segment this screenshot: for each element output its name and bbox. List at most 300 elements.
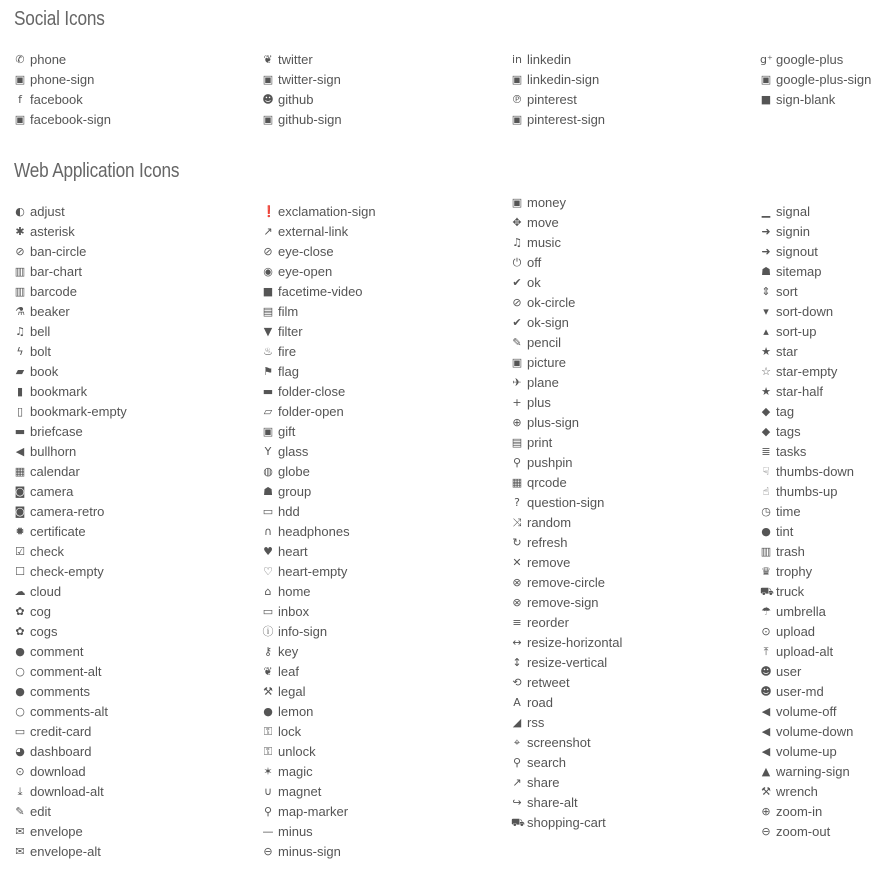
- list-item[interactable]: [760, 562, 854, 582]
- list-item[interactable]: [760, 222, 854, 242]
- list-item[interactable]: [760, 342, 854, 362]
- icon-label[interactable]: comments-alt: [30, 704, 109, 719]
- list-item[interactable]: [511, 613, 622, 633]
- icon-label[interactable]: asterisk: [30, 224, 75, 239]
- list-item[interactable]: [14, 110, 111, 130]
- list-item[interactable]: [14, 482, 127, 502]
- list-item[interactable]: [262, 802, 376, 822]
- list-item[interactable]: [760, 242, 854, 262]
- icon-label[interactable]: envelope: [30, 824, 83, 839]
- icon-label[interactable]: minus-sign: [278, 844, 341, 859]
- list-item[interactable]: [511, 673, 622, 693]
- list-item[interactable]: [760, 262, 854, 282]
- list-item[interactable]: [760, 402, 854, 422]
- icon-label[interactable]: filter: [278, 324, 303, 339]
- list-item[interactable]: [760, 90, 871, 110]
- icon-label[interactable]: wrench: [776, 784, 818, 799]
- icon-label[interactable]: volume-down: [776, 724, 854, 739]
- list-item[interactable]: [511, 193, 622, 213]
- list-item[interactable]: [262, 702, 376, 722]
- icon-label[interactable]: gift: [278, 424, 296, 439]
- icon-label[interactable]: fire: [278, 344, 297, 359]
- icon-label[interactable]: share-alt: [527, 795, 578, 810]
- list-item[interactable]: [262, 622, 376, 642]
- icon-label[interactable]: tag: [776, 404, 795, 419]
- list-item[interactable]: [760, 50, 871, 70]
- icon-label[interactable]: sort: [776, 284, 798, 299]
- icon-label[interactable]: google-plus-sign: [776, 72, 872, 87]
- icon-label[interactable]: envelope-alt: [30, 844, 101, 859]
- icon-label[interactable]: sort-down: [776, 304, 834, 319]
- list-item[interactable]: [14, 702, 127, 722]
- list-item[interactable]: [511, 773, 622, 793]
- list-item[interactable]: [511, 513, 622, 533]
- icon-label[interactable]: google-plus: [776, 52, 844, 67]
- list-item[interactable]: [14, 70, 111, 90]
- list-item[interactable]: [262, 822, 376, 842]
- icon-label[interactable]: certificate: [30, 524, 86, 539]
- icon-label[interactable]: download: [30, 764, 86, 779]
- unlock-icon: ⚿: [263, 745, 273, 758]
- list-item[interactable]: [760, 502, 854, 522]
- list-item[interactable]: [262, 742, 376, 762]
- icon-label[interactable]: signout: [776, 244, 818, 259]
- icon-label[interactable]: hdd: [278, 504, 300, 519]
- icon-label[interactable]: magic: [278, 764, 313, 779]
- list-item[interactable]: [760, 322, 854, 342]
- icon-label[interactable]: search: [527, 755, 567, 770]
- list-item[interactable]: [760, 782, 854, 802]
- list-item[interactable]: [262, 362, 376, 382]
- icon-label[interactable]: group: [278, 484, 312, 499]
- star-half-icon: ★: [761, 385, 771, 398]
- list-item[interactable]: [14, 262, 127, 282]
- icon-label[interactable]: time: [776, 504, 801, 519]
- list-item[interactable]: [14, 282, 127, 302]
- list-item[interactable]: [511, 453, 622, 473]
- github-icon: ☻: [262, 93, 274, 106]
- list-item[interactable]: [511, 413, 622, 433]
- icon-label[interactable]: qrcode: [527, 475, 567, 490]
- list-item[interactable]: [14, 742, 127, 762]
- icon-label[interactable]: cog: [30, 604, 51, 619]
- list-item[interactable]: [511, 553, 622, 573]
- list-item[interactable]: [14, 722, 127, 742]
- list-item[interactable]: [511, 793, 622, 813]
- icon-label[interactable]: music: [527, 235, 561, 250]
- list-item[interactable]: [760, 70, 871, 90]
- icon-label[interactable]: user-md: [776, 684, 824, 699]
- list-item[interactable]: [14, 442, 127, 462]
- list-item[interactable]: [760, 702, 854, 722]
- list-item[interactable]: [760, 302, 854, 322]
- icon-label[interactable]: warning-sign: [776, 764, 850, 779]
- icon-label[interactable]: trash: [776, 544, 805, 559]
- list-item[interactable]: [760, 522, 854, 542]
- icon-label[interactable]: sitemap: [776, 264, 822, 279]
- sitemap-icon: ☗: [761, 265, 771, 278]
- icon-label[interactable]: film: [278, 304, 299, 319]
- list-item[interactable]: [511, 633, 622, 653]
- list-item[interactable]: [760, 802, 854, 822]
- icon-label[interactable]: truck: [776, 584, 805, 599]
- icon-label[interactable]: resize-horizontal: [527, 635, 623, 650]
- list-item[interactable]: [262, 402, 376, 422]
- list-item[interactable]: [511, 593, 622, 613]
- icon-label[interactable]: share: [527, 775, 560, 790]
- icon-label[interactable]: tint: [776, 524, 794, 539]
- list-item[interactable]: [511, 110, 605, 130]
- icon-label[interactable]: download-alt: [30, 784, 104, 799]
- list-item[interactable]: [262, 562, 376, 582]
- list-item[interactable]: [511, 733, 622, 753]
- icon-label[interactable]: question-sign: [527, 495, 605, 510]
- list-item[interactable]: [760, 382, 854, 402]
- icon-label[interactable]: remove-circle: [527, 575, 606, 590]
- list-item[interactable]: [760, 422, 854, 442]
- icon-label[interactable]: star: [776, 344, 798, 359]
- list-item[interactable]: [14, 842, 127, 862]
- icon-label[interactable]: signal: [776, 204, 810, 219]
- list-item[interactable]: [262, 242, 376, 262]
- list-item[interactable]: [14, 502, 127, 522]
- icon-label[interactable]: sign-blank: [776, 92, 836, 107]
- list-item[interactable]: [511, 573, 622, 593]
- icon-label[interactable]: random: [527, 515, 572, 530]
- list-item[interactable]: [760, 682, 854, 702]
- list-item[interactable]: [14, 222, 127, 242]
- list-item[interactable]: [262, 522, 376, 542]
- icon-label[interactable]: linkedin-sign: [527, 72, 600, 87]
- list-item[interactable]: [262, 662, 376, 682]
- list-item[interactable]: [14, 662, 127, 682]
- list-item[interactable]: [262, 842, 376, 862]
- icon-label[interactable]: star-half: [776, 384, 823, 399]
- list-item[interactable]: [760, 722, 854, 742]
- icon-label[interactable]: camera: [30, 484, 74, 499]
- list-item[interactable]: [262, 502, 376, 522]
- list-item[interactable]: [760, 662, 854, 682]
- icon-label[interactable]: phone: [30, 52, 67, 67]
- icon-label[interactable]: eye-close: [278, 244, 334, 259]
- web-column: [760, 202, 854, 842]
- list-item[interactable]: [262, 282, 376, 302]
- credit-card-icon: ▭: [14, 725, 26, 738]
- list-item[interactable]: [262, 582, 376, 602]
- icon-label[interactable]: refresh: [527, 535, 568, 550]
- icon-label[interactable]: off: [527, 255, 542, 270]
- list-item[interactable]: [262, 222, 376, 242]
- icon-label[interactable]: inbox: [278, 604, 310, 619]
- icon-label[interactable]: barcode: [30, 284, 77, 299]
- icon-label[interactable]: picture: [527, 355, 567, 370]
- list-item[interactable]: [760, 202, 854, 222]
- list-item[interactable]: [760, 462, 854, 482]
- icon-label[interactable]: lock: [278, 724, 302, 739]
- icon-label[interactable]: volume-off: [776, 704, 837, 719]
- resize-vertical-icon: ↕: [512, 656, 522, 669]
- list-item[interactable]: [511, 293, 622, 313]
- list-item[interactable]: [760, 642, 854, 662]
- icon-label[interactable]: remove: [527, 555, 571, 570]
- icon-label[interactable]: retweet: [527, 675, 570, 690]
- list-item[interactable]: [262, 110, 342, 130]
- list-item[interactable]: [14, 322, 127, 342]
- icon-label[interactable]: volume-up: [776, 744, 837, 759]
- icon-label[interactable]: magnet: [278, 784, 322, 799]
- list-item[interactable]: [14, 642, 127, 662]
- icon-label[interactable]: umbrella: [776, 604, 826, 619]
- icon-label[interactable]: globe: [278, 464, 310, 479]
- list-item[interactable]: [511, 233, 622, 253]
- icon-label[interactable]: pushpin: [527, 455, 573, 470]
- icon-label[interactable]: plus-sign: [527, 415, 580, 430]
- icon-label[interactable]: tags: [776, 424, 801, 439]
- icon-label[interactable]: exclamation-sign: [278, 204, 376, 219]
- icon-label[interactable]: folder-open: [278, 404, 344, 419]
- list-item[interactable]: [262, 682, 376, 702]
- icon-label[interactable]: plus: [527, 395, 551, 410]
- list-item[interactable]: [511, 50, 605, 70]
- list-item[interactable]: [760, 762, 854, 782]
- list-item[interactable]: [511, 493, 622, 513]
- list-item[interactable]: [262, 90, 342, 110]
- list-item[interactable]: [760, 742, 854, 762]
- icon-label[interactable]: sort-up: [776, 324, 817, 339]
- list-item[interactable]: [511, 373, 622, 393]
- icon-label[interactable]: screenshot: [527, 735, 591, 750]
- list-item[interactable]: [262, 482, 376, 502]
- list-item[interactable]: [262, 342, 376, 362]
- list-item[interactable]: [511, 473, 622, 493]
- icon-label[interactable]: plane: [527, 375, 559, 390]
- list-item[interactable]: [14, 542, 127, 562]
- icon-label[interactable]: facetime-video: [278, 284, 363, 299]
- list-item[interactable]: [262, 302, 376, 322]
- icon-label[interactable]: zoom-in: [776, 804, 823, 819]
- list-item[interactable]: [760, 442, 854, 462]
- list-item[interactable]: [511, 533, 622, 553]
- list-item[interactable]: [760, 282, 854, 302]
- icon-label[interactable]: unlock: [278, 744, 316, 759]
- list-item[interactable]: [14, 562, 127, 582]
- icon-label[interactable]: remove-sign: [527, 595, 599, 610]
- icon-label[interactable]: comment-alt: [30, 664, 102, 679]
- list-item[interactable]: [14, 302, 127, 322]
- list-item[interactable]: [14, 242, 127, 262]
- list-item[interactable]: [262, 322, 376, 342]
- list-item[interactable]: [14, 462, 127, 482]
- list-item[interactable]: [511, 353, 622, 373]
- icon-label[interactable]: pinterest: [527, 92, 577, 107]
- list-item[interactable]: [262, 70, 342, 90]
- icon-label[interactable]: move: [527, 215, 559, 230]
- list-item[interactable]: [511, 653, 622, 673]
- icon-label[interactable]: comments: [30, 684, 90, 699]
- list-item[interactable]: [262, 602, 376, 622]
- icon-label[interactable]: folder-close: [278, 384, 346, 399]
- icon-label[interactable]: facebook-sign: [30, 112, 111, 127]
- list-item[interactable]: [262, 202, 376, 222]
- icon-label[interactable]: bell: [30, 324, 51, 339]
- icon-label[interactable]: comment: [30, 644, 84, 659]
- list-item[interactable]: [14, 822, 127, 842]
- list-item[interactable]: [262, 642, 376, 662]
- icon-label[interactable]: adjust: [30, 204, 65, 219]
- list-item[interactable]: [760, 482, 854, 502]
- icon-label[interactable]: calendar: [30, 464, 80, 479]
- list-item[interactable]: [14, 802, 127, 822]
- icon-label[interactable]: map-marker: [278, 804, 349, 819]
- icon-label[interactable]: star-empty: [776, 364, 838, 379]
- icon-label[interactable]: leaf: [278, 664, 299, 679]
- social-column: [760, 50, 871, 110]
- icon-label[interactable]: briefcase: [30, 424, 83, 439]
- icon-label[interactable]: phone-sign: [30, 72, 95, 87]
- icon-label[interactable]: signin: [776, 224, 810, 239]
- icon-label[interactable]: thumbs-down: [776, 464, 855, 479]
- icon-label[interactable]: bookmark-empty: [30, 404, 127, 419]
- list-item[interactable]: [262, 782, 376, 802]
- list-item[interactable]: [14, 762, 127, 782]
- icon-label[interactable]: resize-vertical: [527, 655, 608, 670]
- list-item[interactable]: [14, 362, 127, 382]
- list-item[interactable]: [760, 542, 854, 562]
- list-item[interactable]: [511, 70, 605, 90]
- list-item[interactable]: [262, 542, 376, 562]
- icon-label[interactable]: zoom-out: [776, 824, 831, 839]
- icon-label[interactable]: ok: [527, 275, 541, 290]
- icon-label[interactable]: upload-alt: [776, 644, 834, 659]
- list-item[interactable]: [262, 422, 376, 442]
- icon-label[interactable]: heart-empty: [278, 564, 348, 579]
- icon-label[interactable]: user: [776, 664, 802, 679]
- icon-label[interactable]: cloud: [30, 584, 62, 599]
- icon-label[interactable]: flag: [278, 364, 299, 379]
- icon-label[interactable]: credit-card: [30, 724, 92, 739]
- list-item[interactable]: [14, 342, 127, 362]
- list-item[interactable]: [14, 402, 127, 422]
- list-item[interactable]: [262, 442, 376, 462]
- icon-label[interactable]: thumbs-up: [776, 484, 838, 499]
- list-item[interactable]: [511, 433, 622, 453]
- list-item[interactable]: [511, 90, 605, 110]
- list-item[interactable]: [511, 313, 622, 333]
- icon-label[interactable]: bolt: [30, 344, 51, 359]
- list-item[interactable]: [760, 362, 854, 382]
- icon-label[interactable]: dashboard: [30, 744, 92, 759]
- icon-label[interactable]: money: [527, 195, 567, 210]
- list-item[interactable]: [760, 602, 854, 622]
- icon-label[interactable]: minus: [278, 824, 313, 839]
- thumbs-down-icon: ☟: [762, 465, 770, 478]
- icon-label[interactable]: cogs: [30, 624, 58, 639]
- list-item[interactable]: [511, 273, 622, 293]
- icon-label[interactable]: key: [278, 644, 299, 659]
- icon-label[interactable]: upload: [776, 624, 816, 639]
- list-item[interactable]: [262, 762, 376, 782]
- icon-label[interactable]: ok-sign: [527, 315, 569, 330]
- icon-label[interactable]: trophy: [776, 564, 813, 579]
- list-item[interactable]: [14, 422, 127, 442]
- icon-label[interactable]: pinterest-sign: [527, 112, 606, 127]
- list-item[interactable]: [511, 253, 622, 273]
- print-icon: ▤: [511, 436, 523, 449]
- list-item[interactable]: [262, 50, 342, 70]
- icon-label[interactable]: tasks: [776, 444, 807, 459]
- icon-label[interactable]: print: [527, 435, 553, 450]
- list-item[interactable]: [760, 622, 854, 642]
- icon-label[interactable]: external-link: [278, 224, 349, 239]
- list-item[interactable]: [511, 393, 622, 413]
- icon-label[interactable]: road: [527, 695, 554, 710]
- icon-label[interactable]: beaker: [30, 304, 70, 319]
- list-item[interactable]: [14, 682, 127, 702]
- icon-label[interactable]: twitter-sign: [278, 72, 341, 87]
- icon-label[interactable]: book: [30, 364, 59, 379]
- icon-label[interactable]: bookmark: [30, 384, 88, 399]
- icon-label[interactable]: bullhorn: [30, 444, 77, 459]
- icon-label[interactable]: reorder: [527, 615, 569, 630]
- list-item[interactable]: [14, 602, 127, 622]
- icon-label[interactable]: pencil: [527, 335, 561, 350]
- list-item[interactable]: [511, 333, 622, 353]
- icon-label[interactable]: twitter: [278, 52, 313, 67]
- list-item[interactable]: [14, 50, 111, 70]
- icon-label[interactable]: edit: [30, 804, 51, 819]
- list-item[interactable]: [511, 713, 622, 733]
- icon-label[interactable]: lemon: [278, 704, 314, 719]
- list-item[interactable]: [760, 822, 854, 842]
- icon-label[interactable]: check: [30, 544, 64, 559]
- icon-label[interactable]: facebook: [30, 92, 83, 107]
- icon-label[interactable]: home: [278, 584, 311, 599]
- icon-label[interactable]: info-sign: [278, 624, 328, 639]
- icon-label[interactable]: headphones: [278, 524, 350, 539]
- list-item[interactable]: [760, 582, 854, 602]
- icon-label[interactable]: github: [278, 92, 314, 107]
- icon-label[interactable]: ban-circle: [30, 244, 87, 259]
- icon-label[interactable]: glass: [278, 444, 309, 459]
- icon-label[interactable]: github-sign: [278, 112, 342, 127]
- icon-label[interactable]: eye-open: [278, 264, 333, 279]
- list-item[interactable]: [262, 722, 376, 742]
- icon-label[interactable]: check-empty: [30, 564, 104, 579]
- list-item[interactable]: [262, 462, 376, 482]
- list-item[interactable]: [14, 202, 127, 222]
- list-item[interactable]: [14, 382, 127, 402]
- list-item[interactable]: [511, 693, 622, 713]
- icon-label[interactable]: bar-chart: [30, 264, 83, 279]
- list-item[interactable]: [511, 813, 622, 833]
- list-item[interactable]: [14, 90, 111, 110]
- list-item[interactable]: [14, 782, 127, 802]
- icon-label[interactable]: heart: [278, 544, 308, 559]
- list-item[interactable]: [14, 622, 127, 642]
- list-item[interactable]: [511, 213, 622, 233]
- icon-label[interactable]: shopping-cart: [527, 815, 606, 830]
- list-item[interactable]: [262, 382, 376, 402]
- icon-label[interactable]: ok-circle: [527, 295, 576, 310]
- icon-label[interactable]: rss: [527, 715, 545, 730]
- icon-label[interactable]: linkedin: [527, 52, 572, 67]
- icon-label[interactable]: camera-retro: [30, 504, 105, 519]
- icon-label[interactable]: legal: [278, 684, 306, 699]
- list-item[interactable]: [14, 522, 127, 542]
- list-item[interactable]: [511, 753, 622, 773]
- list-item[interactable]: [262, 262, 376, 282]
- list-item[interactable]: [14, 582, 127, 602]
